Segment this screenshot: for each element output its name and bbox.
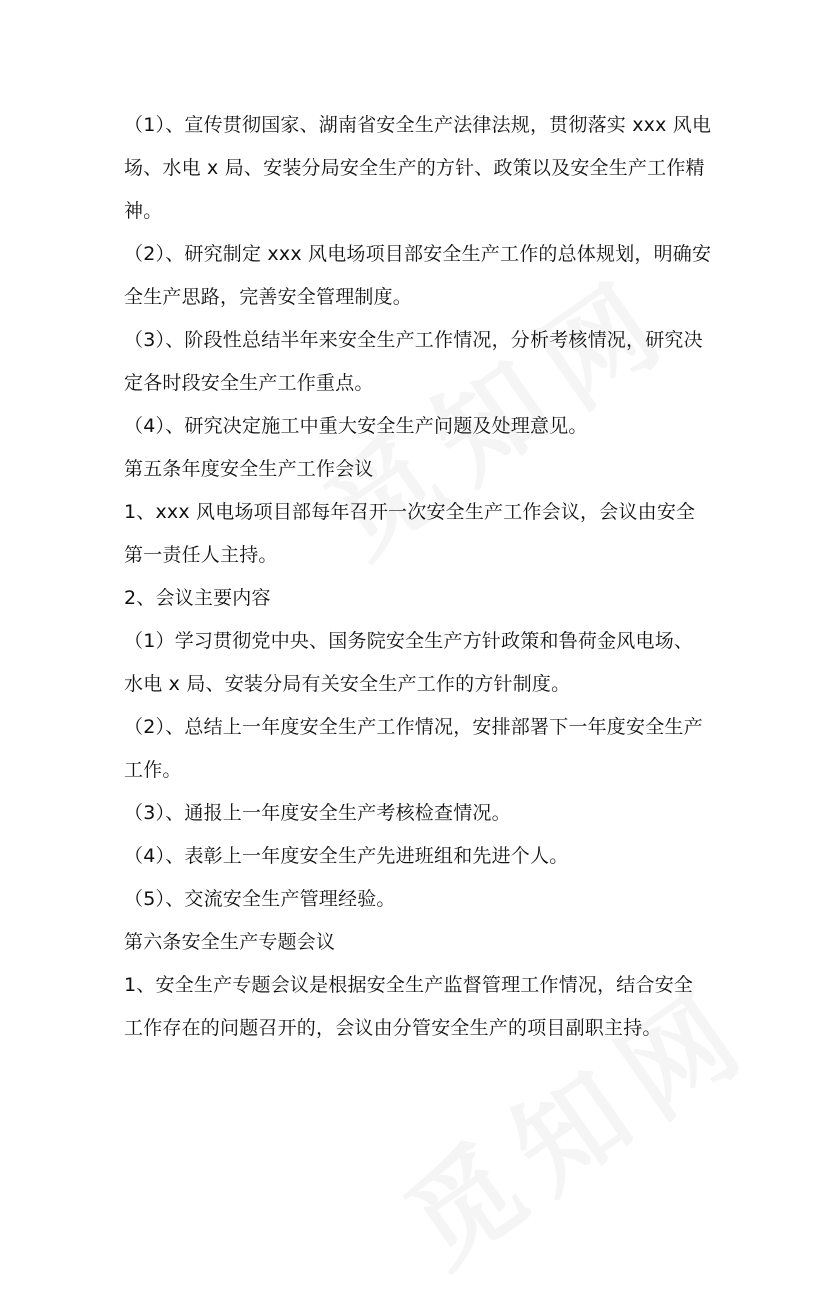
text-line: 全生产思路，完善安全管理制度。 [124, 286, 413, 308]
text-line: （5）、交流安全生产管理经验。 [124, 888, 396, 910]
text-line: 2、会议主要内容 [124, 587, 271, 609]
text-line: （1）、宣传贯彻国家、湖南省安全生产法律法规，贯彻落实 xxx 风电 [124, 114, 712, 136]
text-line: 工作。 [124, 759, 182, 781]
text-line: 工作存在的问题召开的，会议由分管安全生产的项目副职主持。 [124, 1017, 662, 1039]
text-line: 定各时段安全生产工作重点。 [124, 372, 374, 394]
text-line: （1）学习贯彻党中央、国务院安全生产方针政策和鲁荷金风电场、 [124, 630, 694, 652]
text-line: （3）、阶段性总结半年来安全生产工作情况，分析考核情况，研究决 [124, 329, 703, 351]
text-line: 神。 [124, 200, 163, 222]
text-line: 水电 x 局、安装分局有关安全生产工作的方针制度。 [124, 673, 571, 695]
text-line: 1、xxx 风电场项目部每年召开一次安全生产工作会议，会议由安全 [124, 501, 696, 523]
text-line: （2）、研究制定 xxx 风电场项目部安全生产工作的总体规划，明确安 [124, 243, 712, 265]
text-line: （2）、总结上一年度安全生产工作情况，安排部署下一年度安全生产 [124, 716, 703, 738]
text-line: （4）、研究决定施工中重大安全生产问题及处理意见。 [124, 415, 588, 437]
text-line: 场、水电 x 局、安装分局安全生产的方针、政策以及安全生产工作精 [124, 157, 705, 179]
section-heading: 第五条年度安全生产工作会议 [124, 458, 374, 480]
section-heading: 第六条安全生产专题会议 [124, 931, 336, 953]
text-line: （4）、表彰上一年度安全生产先进班组和先进个人。 [124, 845, 569, 867]
text-line: （3）、通报上一年度安全生产考核检查情况。 [124, 802, 511, 824]
text-line: 1、安全生产专题会议是根据安全生产监督管理工作情况，结合安全 [124, 974, 694, 996]
text-line: 第一责任人主持。 [124, 544, 278, 566]
document-body [124, 104, 714, 1050]
